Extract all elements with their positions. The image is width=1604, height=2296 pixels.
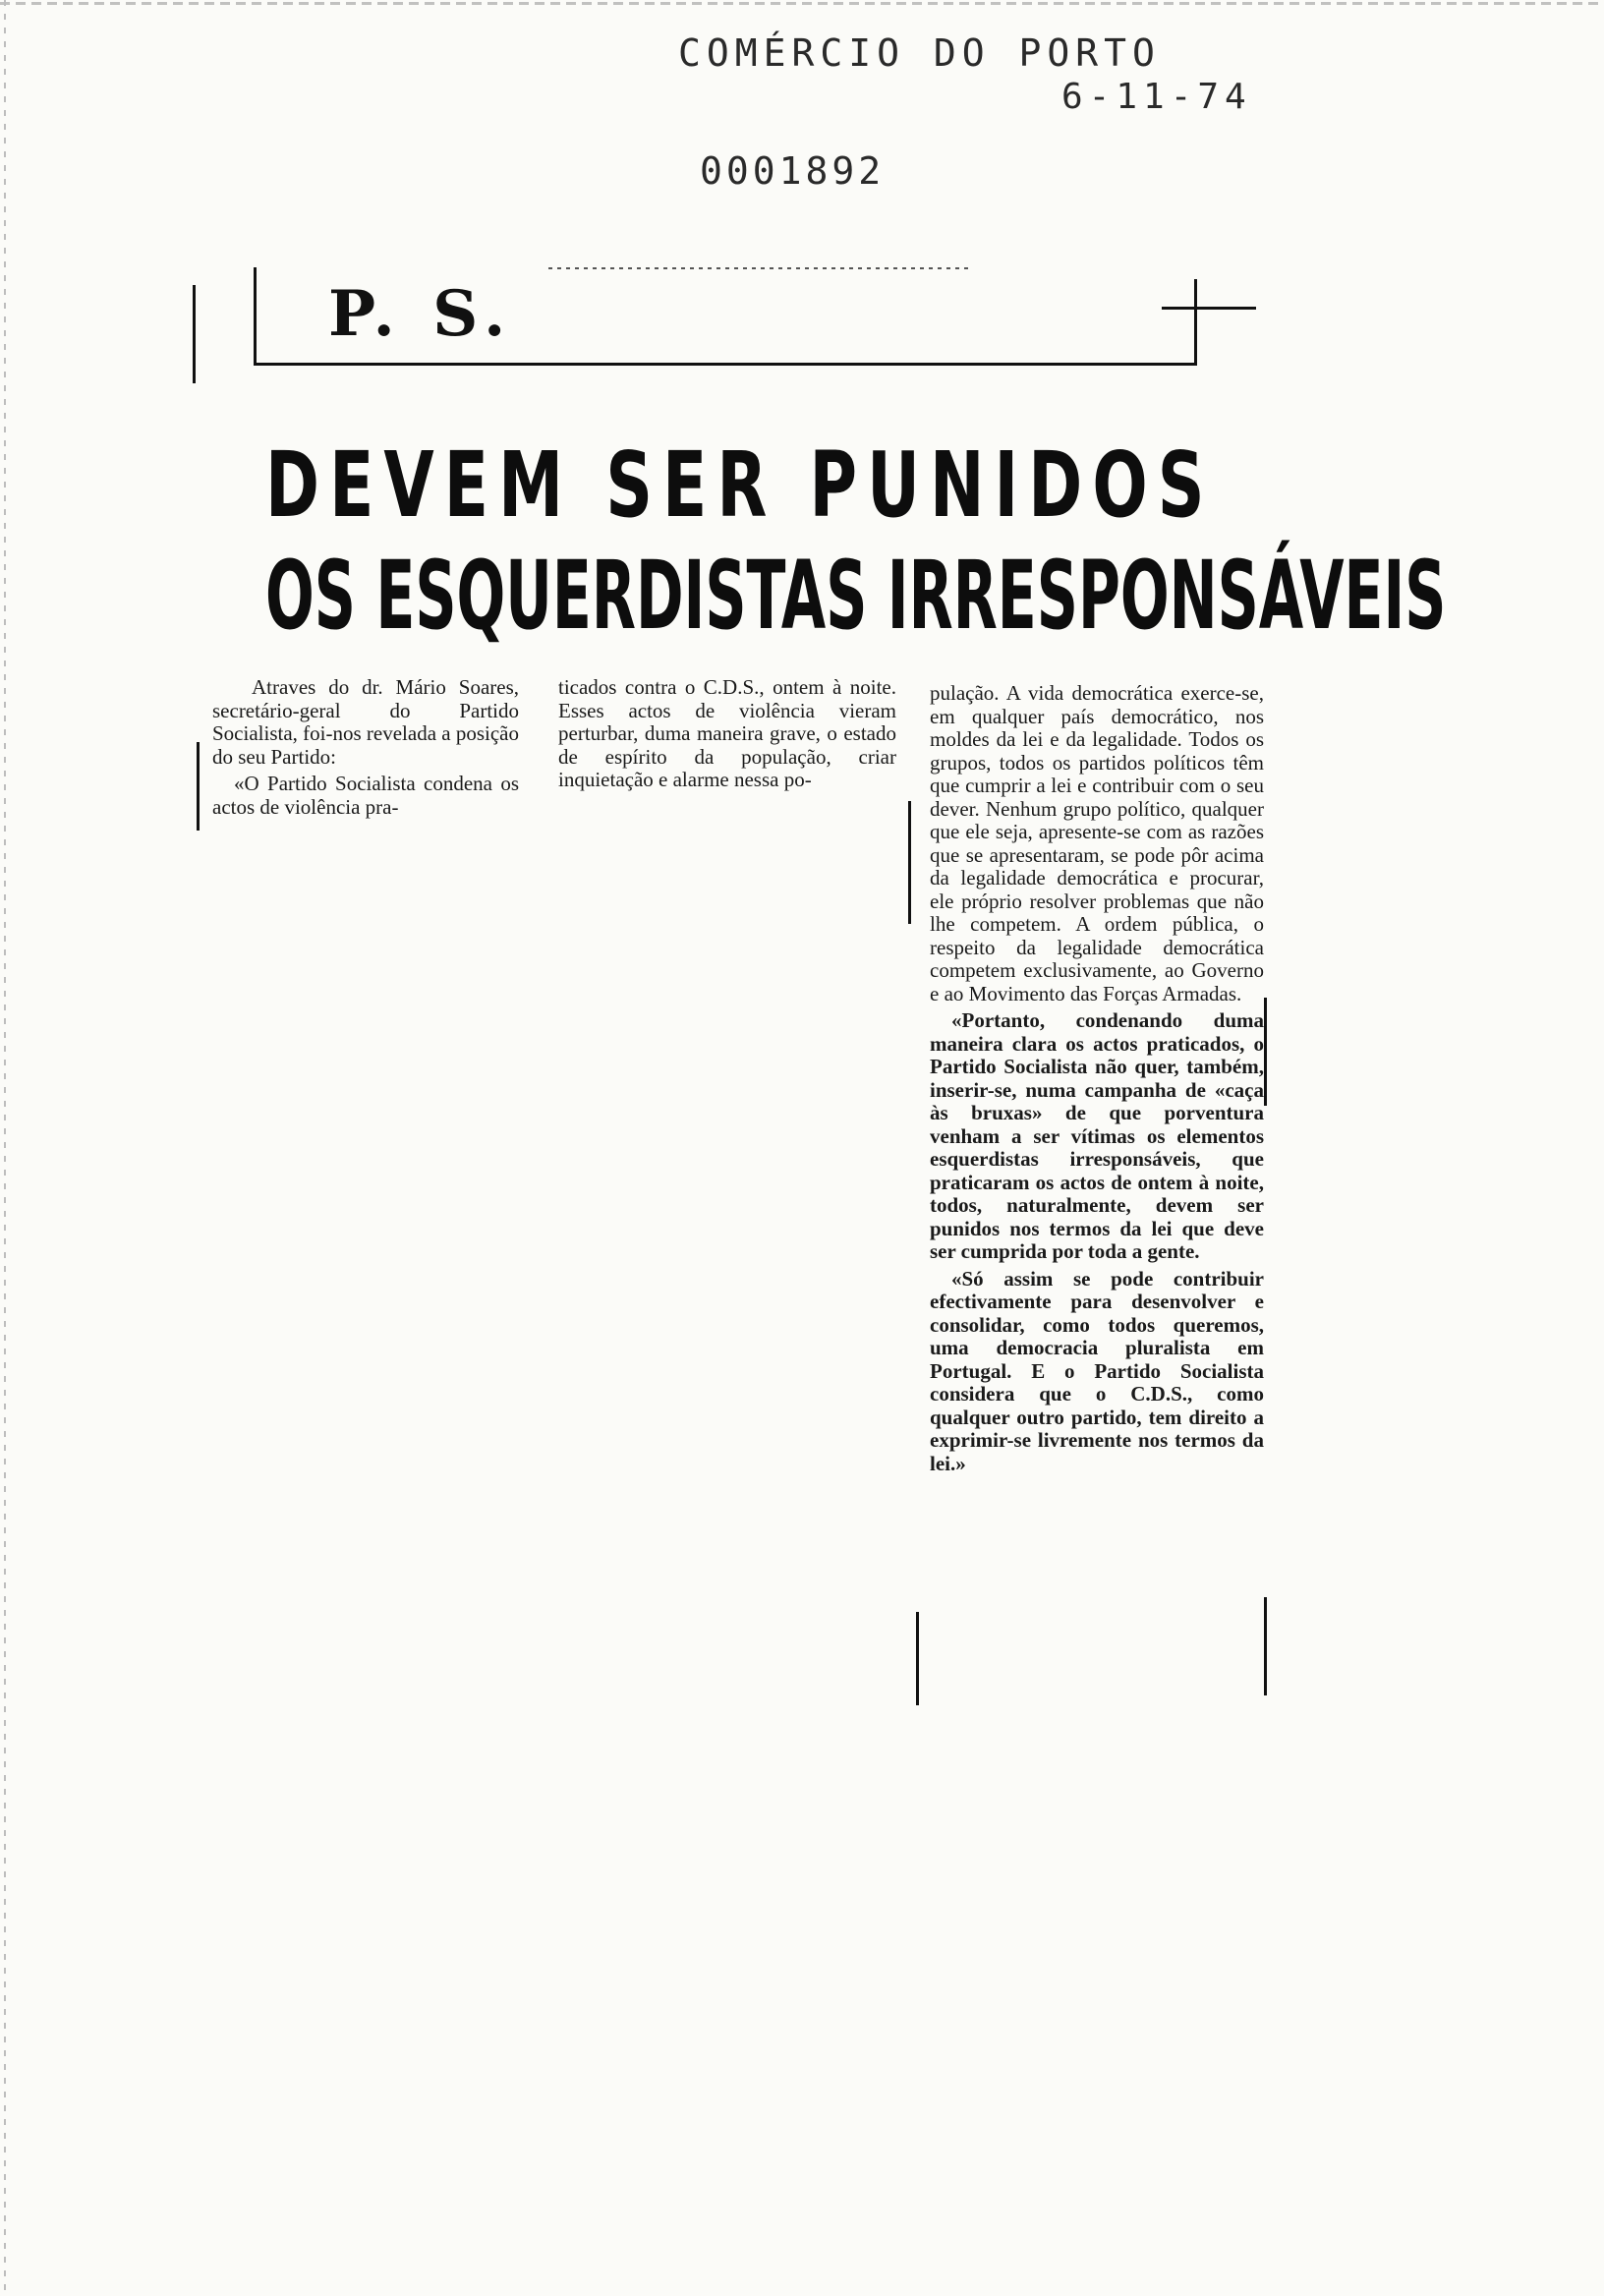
article-column-2: [558, 676, 896, 792]
paragraph: pulação. A vida democrática exerce-se, em qualquer país democrático, nos moldes da lei e da legalidade. Todos os grupos, todos os partidos políticos têm que cumprir a lei e contribuir com o seu dever. Nenhum grupo político, qualquer que ele seja, apresente-se com as razões que se apresentaram, se pode pôr acima da legalidade democrática e procurar, ele próprio resolver problemas que não lhe competem. A ordem pública, o respeito da legalidade democrática competem exclusivamente, ao Governo e ao Movimento das Forças Armadas.: [930, 681, 1264, 1005]
handwritten-publication-name: COMÉRCIO DO PORTO: [678, 31, 1161, 75]
margin-mark: [916, 1612, 919, 1705]
paragraph: «O Partido Socialista condena os actos de violência pra-: [212, 772, 519, 819]
box-top-dotted-rule: [548, 267, 971, 269]
section-header-box: [254, 267, 1197, 366]
headline-line-1: DEVEM SER PUNIDOS: [265, 432, 1215, 538]
section-label: P. S.: [328, 277, 514, 351]
page-left-edge: [4, 0, 6, 2296]
box-bottom-rule: [254, 363, 1197, 366]
handwritten-date: 6-11-74: [1061, 77, 1252, 117]
box-right-rule: [1194, 279, 1197, 366]
headline-line-2: OS ESQUERDISTAS IRRESPONSÁVEIS: [265, 541, 1447, 651]
handwritten-archive-number: 0001892: [700, 149, 886, 193]
margin-mark: [908, 801, 911, 924]
box-left-rule: [254, 267, 257, 366]
paragraph: ticados contra o C.D.S., ontem à noite. Esses actos de violência vieram perturbar, duma maneira grave, o estado de espírito da população, criar inquietação e alarme nessa po-: [558, 675, 896, 791]
page-top-edge: [0, 2, 1604, 5]
article-column-1: [212, 676, 519, 819]
margin-mark: [1264, 998, 1267, 1106]
margin-mark: [197, 742, 200, 831]
paragraph: «Portanto, condenando duma maneira clara os actos praticados, o Partido Socialista não quer, também, inserir-se, numa campanha de «caça às bruxas» de que porventura venham a ser vítimas os elementos esquerdistas irresponsáveis, que praticaram os actos de ontem à noite, todos, naturalmente, devem ser punidos nos termos da lei que deve ser cumprida por toda a gente.: [930, 1008, 1264, 1263]
paragraph: Atraves do dr. Mário Soares, secretário-geral do Partido Socialista, foi-nos revelada a posição do seu Partido:: [212, 675, 519, 769]
article-column-3: [930, 682, 1264, 1475]
box-cross-rule: [1162, 307, 1256, 310]
paragraph: «Só assim se pode contribuir efectivamente para desenvolver e consolidar, como todos queremos, uma democracia pluralista em Portugal. E o Partido Socialista considera que o C.D.S., como qualquer outro partido, tem direito a exprimir-se livremente nos termos da lei.»: [930, 1266, 1264, 1475]
margin-mark: [1264, 1597, 1267, 1695]
margin-mark: [193, 285, 196, 383]
